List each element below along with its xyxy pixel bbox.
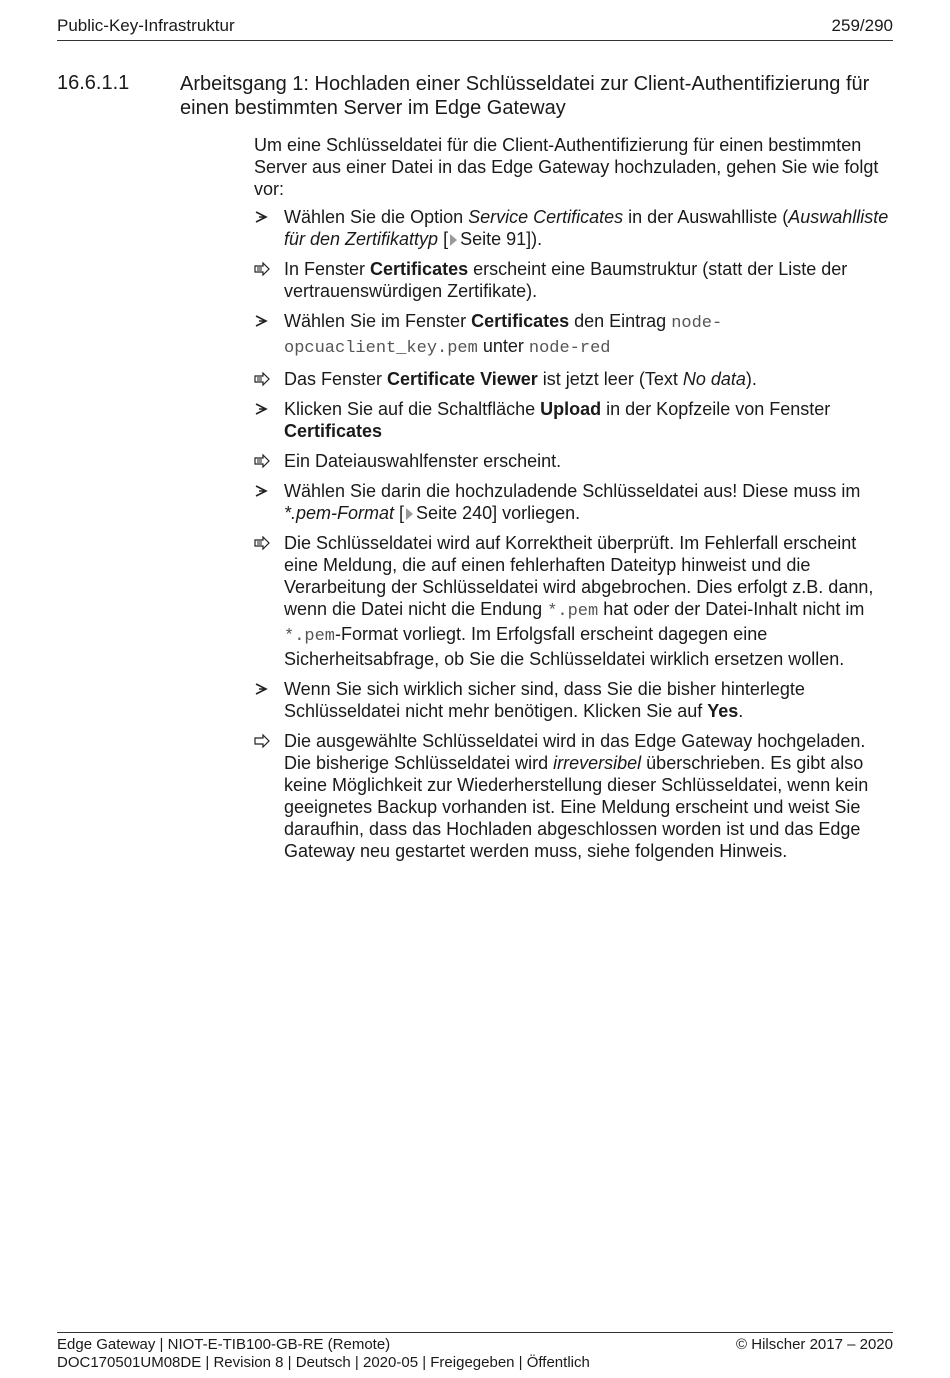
result-arrow-icon (254, 532, 274, 554)
step-final-result: Die ausgewählte Schlüsseldatei wird in das Edge Gateway hochgeladen. Die bisherige Schlüsseldatei wird irreversibel überschrieben. Es gibt also keine Möglichkeit zur Wiederherstellung dieser Schlüsseldatei, wenn kein geeignetes Backup vorhanden ist. Eine Meldung erscheint und weist Sie daraufhin, dass das Hochladen abgeschlossen worden ist und das Edge Gateway neu gestartet werden muss, siehe folgenden Hinweis. (254, 730, 894, 862)
reference-triangle-icon (406, 508, 413, 520)
step-instruction: Wählen Sie darin die hochzuladende Schlüsseldatei aus! Diese muss im *.pem-Format [ Seite 240] vorliegen. (254, 480, 894, 524)
section-title: Arbeitsgang 1: Hochladen einer Schlüsseldatei zur Client-Authentifizierung für einen bestimmten Server im Edge Gateway (180, 73, 870, 119)
arrow-bullet-icon (254, 310, 274, 332)
page-header (57, 14, 893, 41)
step-result: Ein Dateiauswahlfenster erscheint. (254, 450, 894, 472)
step-instruction: Wenn Sie sich wirklich sicher sind, dass Sie die bisher hinterlegte Schlüsseldatei nicht mehr benötigen. Klicken Sie auf Yes. (254, 678, 894, 722)
step-result: Das Fenster Certificate Viewer ist jetzt leer (Text No data). (254, 368, 894, 390)
footer-product: Edge Gateway | NIOT-E-TIB100-GB-RE (Remote) (57, 1336, 391, 1353)
footer-copyright: © Hilscher 2017 – 2020 (736, 1336, 893, 1353)
result-arrow-icon (254, 450, 274, 472)
header-title: Public-Key-Infrastruktur (57, 16, 235, 35)
section-number: 16.6.1.1 (57, 72, 130, 94)
result-arrow-icon (254, 368, 274, 390)
footer-document-info: DOC170501UM08DE | Revision 8 | Deutsch | 2020-05 | Freigegeben | Öffentlich (57, 1354, 590, 1371)
step-instruction: Wählen Sie im Fenster Certificates den Eintrag node-opcuaclient_key.pem unter node-red (254, 310, 894, 360)
intro-paragraph: Um eine Schlüsseldatei für die Client-Authentifizierung für einen bestimmten Server aus einer Datei in das Edge Gateway hochzuladen, gehen Sie wie folgt vor: (254, 135, 879, 199)
page-reference-link[interactable]: Seite 240] vorliegen. (416, 503, 581, 523)
cross-reference-link[interactable]: *.pem-Format (284, 503, 395, 523)
step-instruction: Klicken Sie auf die Schaltfläche Upload in der Kopfzeile von Fenster Certificates (254, 398, 894, 442)
content-body (254, 134, 894, 870)
arrow-bullet-icon (254, 678, 274, 700)
page-footer (57, 1332, 893, 1372)
arrow-bullet-icon (254, 206, 274, 228)
step-result: Die Schlüsseldatei wird auf Korrektheit überprüft. Im Fehlerfall erscheint eine Meldung, die auf einen fehlerhaften Dateityp hinweist und die Verarbeitung der Schlüsseldatei wird abgebrochen. Dies erfolgt z.B. dann, wenn die Datei nicht die Endung *.pem hat oder der Datei-Inhalt nicht im *.pem-Format vorliegt. Im Erfolgsfall erscheint dagegen eine Sicherheitsabfrage, ob Sie die Schlüsseldatei wirklich ersetzen wollen. (254, 532, 894, 670)
page-number: 259/290 (831, 16, 893, 35)
final-result-arrow-icon (254, 730, 274, 752)
reference-triangle-icon (450, 234, 457, 246)
arrow-bullet-icon (254, 398, 274, 420)
page-reference-link[interactable]: Seite 91]). (460, 229, 543, 249)
step-result: In Fenster Certificates erscheint eine Baumstruktur (statt der Liste der vertrauenswürdigen Zertifikate). (254, 258, 894, 302)
cross-reference-link[interactable]: Auswahlliste für den Zertifikattyp (284, 207, 889, 249)
step-instruction: Wählen Sie die Option Service Certificates in der Auswahlliste (Auswahlliste für den Zertifikattyp [ Seite 91]). (254, 206, 894, 250)
arrow-bullet-icon (254, 480, 274, 502)
result-arrow-icon (254, 258, 274, 280)
